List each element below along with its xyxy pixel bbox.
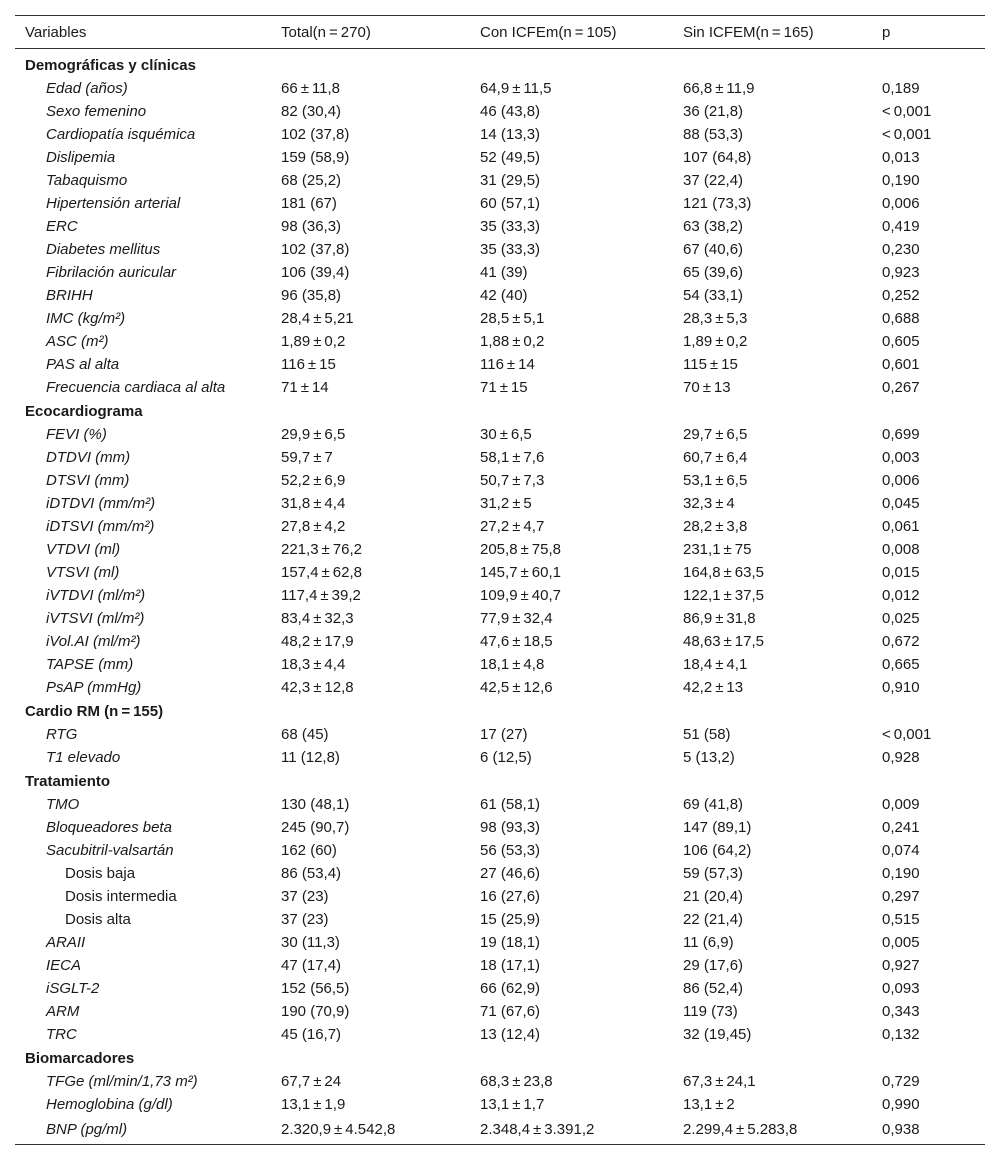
table-row bbox=[15, 100, 985, 123]
cell-p: 0,074 bbox=[882, 842, 920, 859]
table-row bbox=[15, 238, 985, 261]
cell-total: 42,3 ± 12,8 bbox=[281, 679, 354, 696]
section-title: Cardio RM (n = 155) bbox=[25, 702, 164, 720]
cell-total: 2.320,9 ± 4.542,8 bbox=[271, 1116, 470, 1145]
cell-con-icfem: 60 (57,1) bbox=[480, 195, 541, 212]
cell-total: 157,4 ± 62,8 bbox=[281, 564, 362, 581]
cell-con-icfem: 68,3 ± 23,8 bbox=[480, 1073, 553, 1090]
cell-sin-icfem: 22 (21,4) bbox=[683, 911, 744, 928]
cell-con-icfem: 15 (25,9) bbox=[480, 911, 541, 928]
cell-sin-icfem: 18,4 ± 4,1 bbox=[683, 656, 748, 673]
table-row bbox=[15, 261, 985, 284]
cell-con-icfem: 16 (27,6) bbox=[480, 888, 541, 905]
variable-label: Fibrilación auricular bbox=[46, 264, 177, 281]
cell-sin-icfem: 107 (64,8) bbox=[683, 149, 752, 166]
variable-label: iDTSVI (mm/m²) bbox=[46, 518, 155, 535]
variable-label: Hipertensión arterial bbox=[46, 195, 181, 212]
cell-p: 0,132 bbox=[882, 1026, 920, 1043]
cell-sin-icfem: 106 (64,2) bbox=[683, 842, 752, 859]
cell-p: 0,927 bbox=[882, 957, 920, 974]
variable-label: Sexo femenino bbox=[46, 103, 147, 120]
cell-total: 190 (70,9) bbox=[281, 1003, 350, 1020]
cell-total: 152 (56,5) bbox=[281, 980, 350, 997]
cell-con-icfem: 71 ± 15 bbox=[480, 379, 528, 396]
cell-sin-icfem: 48,63 ± 17,5 bbox=[683, 633, 764, 650]
table-row bbox=[15, 1116, 985, 1145]
cell-con-icfem: 1,88 ± 0,2 bbox=[480, 333, 545, 350]
variable-label: FEVI (%) bbox=[46, 426, 107, 443]
variable-label: ASC (m²) bbox=[46, 333, 109, 350]
cell-sin-icfem: 13,1 ± 2 bbox=[683, 1096, 735, 1113]
cell-total: 221,3 ± 76,2 bbox=[281, 541, 362, 558]
cell-total: 28,4 ± 5,21 bbox=[281, 310, 354, 327]
cell-con-icfem: 18 (17,1) bbox=[480, 957, 541, 974]
cell-sin-icfem: 115 ± 15 bbox=[683, 356, 738, 373]
cell-sin-icfem: 5 (13,2) bbox=[683, 749, 735, 766]
cell-con-icfem: 61 (58,1) bbox=[480, 796, 541, 813]
cell-sin-icfem: 88 (53,3) bbox=[683, 126, 744, 143]
table-row bbox=[15, 77, 985, 100]
cell-con-icfem: 66 (62,9) bbox=[480, 980, 541, 997]
variable-label: Frecuencia cardiaca al alta bbox=[46, 379, 226, 396]
cell-total: 159 (58,9) bbox=[281, 149, 350, 166]
variable-label: BNP (pg/ml) bbox=[15, 1116, 271, 1145]
cell-p: 0,297 bbox=[882, 888, 920, 905]
cell-con-icfem: 19 (18,1) bbox=[480, 934, 541, 951]
cell-con-icfem: 50,7 ± 7,3 bbox=[480, 472, 545, 489]
cell-con-icfem: 31 (29,5) bbox=[480, 172, 541, 189]
cell-con-icfem: 31,2 ± 5 bbox=[480, 495, 532, 512]
variable-label: iSGLT-2 bbox=[46, 980, 100, 997]
table-row bbox=[15, 816, 985, 839]
cell-con-icfem: 30 ± 6,5 bbox=[480, 426, 532, 443]
table-row bbox=[15, 630, 985, 653]
cell-con-icfem: 98 (93,3) bbox=[480, 819, 541, 836]
cell-total: 106 (39,4) bbox=[281, 264, 350, 281]
cell-total: 68 (45) bbox=[281, 726, 329, 743]
cell-p: 0,190 bbox=[882, 172, 920, 189]
cell-p: 0,012 bbox=[882, 587, 920, 604]
cell-con-icfem: 71 (67,6) bbox=[480, 1003, 541, 1020]
cell-con-icfem: 14 (13,3) bbox=[480, 126, 541, 143]
variable-label: PAS al alta bbox=[46, 356, 120, 373]
table-row bbox=[15, 885, 985, 908]
table-row bbox=[15, 723, 985, 746]
cell-total: 27,8 ± 4,2 bbox=[281, 518, 346, 535]
header-total: Total(n = 270) bbox=[271, 16, 470, 49]
variable-label: iVTSVI (ml/m²) bbox=[46, 610, 145, 627]
table-row bbox=[15, 839, 985, 862]
table-row bbox=[15, 215, 985, 238]
cell-sin-icfem: 54 (33,1) bbox=[683, 287, 744, 304]
cell-p: 0,672 bbox=[882, 633, 920, 650]
cell-con-icfem: 6 (12,5) bbox=[480, 749, 532, 766]
section-header-row bbox=[15, 699, 985, 723]
cell-total: 18,3 ± 4,4 bbox=[281, 656, 346, 673]
cell-con-icfem: 77,9 ± 32,4 bbox=[480, 610, 553, 627]
section-header-row bbox=[15, 769, 985, 793]
cell-con-icfem: 116 ± 14 bbox=[480, 356, 535, 373]
cell-p: 0,005 bbox=[882, 934, 920, 951]
variable-label: ERC bbox=[46, 218, 78, 235]
table-row bbox=[15, 169, 985, 192]
cell-p: 0,025 bbox=[882, 610, 920, 627]
variable-label: TMO bbox=[46, 796, 80, 813]
cell-p: 0,252 bbox=[882, 287, 920, 304]
cell-sin-icfem: 119 (73) bbox=[683, 1003, 738, 1020]
cell-con-icfem: 13 (12,4) bbox=[480, 1026, 541, 1043]
table-row bbox=[15, 793, 985, 816]
cell-total: 82 (30,4) bbox=[281, 103, 342, 120]
cell-sin-icfem: 21 (20,4) bbox=[683, 888, 744, 905]
section-title: Tratamiento bbox=[25, 772, 111, 790]
cell-total: 71 ± 14 bbox=[281, 379, 329, 396]
cell-p: 0,729 bbox=[882, 1073, 920, 1090]
cell-con-icfem: 18,1 ± 4,8 bbox=[480, 656, 545, 673]
cell-sin-icfem: 28,2 ± 3,8 bbox=[683, 518, 748, 535]
cell-con-icfem: 35 (33,3) bbox=[480, 218, 541, 235]
cell-p: 0,045 bbox=[882, 495, 920, 512]
cell-total: 37 (23) bbox=[281, 888, 329, 905]
table-row bbox=[15, 746, 985, 769]
section-header-row bbox=[15, 1046, 985, 1070]
cell-total: 30 (11,3) bbox=[281, 934, 340, 951]
cell-total: 13,1 ± 1,9 bbox=[281, 1096, 346, 1113]
cell-sin-icfem: 36 (21,8) bbox=[683, 103, 744, 120]
cell-p: 0,015 bbox=[882, 564, 920, 581]
cell-sin-icfem: 1,89 ± 0,2 bbox=[683, 333, 748, 350]
cell-con-icfem: 145,7 ± 60,1 bbox=[480, 564, 561, 581]
variable-label: Cardiopatía isquémica bbox=[46, 126, 196, 143]
variable-label: iVol.AI (ml/m²) bbox=[46, 633, 141, 650]
cell-p: 0,515 bbox=[882, 911, 920, 928]
cell-total: 45 (16,7) bbox=[281, 1026, 342, 1043]
table-row bbox=[15, 954, 985, 977]
cell-total: 86 (53,4) bbox=[281, 865, 342, 882]
table-row bbox=[15, 284, 985, 307]
cell-p: 0,928 bbox=[882, 749, 920, 766]
variable-label: iDTDVI (mm/m²) bbox=[46, 495, 156, 512]
header-con-icfem: Con ICFEm(n = 105) bbox=[470, 16, 673, 49]
variable-label: RTG bbox=[46, 726, 78, 743]
cell-sin-icfem: 122,1 ± 37,5 bbox=[683, 587, 764, 604]
table-row bbox=[15, 330, 985, 353]
cell-con-icfem: 58,1 ± 7,6 bbox=[480, 449, 545, 466]
cell-p: < 0,001 bbox=[882, 726, 932, 743]
cell-con-icfem: 17 (27) bbox=[480, 726, 528, 743]
header-row bbox=[15, 16, 985, 49]
table-row bbox=[15, 931, 985, 954]
cell-p: 0,699 bbox=[882, 426, 920, 443]
table-header bbox=[15, 16, 985, 49]
variable-label: Dosis alta bbox=[65, 911, 131, 928]
cell-con-icfem: 46 (43,8) bbox=[480, 103, 541, 120]
cell-sin-icfem: 86 (52,4) bbox=[683, 980, 744, 997]
table-row bbox=[15, 584, 985, 607]
section-header-row bbox=[15, 399, 985, 423]
header-p: p bbox=[872, 16, 985, 49]
cell-total: 181 (67) bbox=[281, 195, 337, 212]
section-header-row bbox=[15, 49, 985, 78]
cell-total: 68 (25,2) bbox=[281, 172, 342, 189]
cell-total: 48,2 ± 17,9 bbox=[281, 633, 354, 650]
cell-total: 102 (37,8) bbox=[281, 126, 350, 143]
cell-sin-icfem: 11 (6,9) bbox=[683, 934, 734, 951]
section-title: Ecocardiograma bbox=[25, 402, 143, 420]
table-row bbox=[15, 446, 985, 469]
cell-con-icfem: 52 (49,5) bbox=[480, 149, 541, 166]
cell-p: 0,923 bbox=[882, 264, 920, 281]
cell-total: 83,4 ± 32,3 bbox=[281, 610, 354, 627]
cell-sin-icfem: 70 ± 13 bbox=[683, 379, 731, 396]
cell-sin-icfem: 32 (19,45) bbox=[683, 1026, 752, 1043]
cell-total: 96 (35,8) bbox=[281, 287, 342, 304]
variable-label: TRC bbox=[46, 1026, 77, 1043]
cell-sin-icfem: 69 (41,8) bbox=[683, 796, 744, 813]
cell-total: 59,7 ± 7 bbox=[281, 449, 333, 466]
table-row bbox=[15, 307, 985, 330]
cell-sin-icfem: 147 (89,1) bbox=[683, 819, 752, 836]
cell-sin-icfem: 60,7 ± 6,4 bbox=[683, 449, 748, 466]
table-body bbox=[15, 49, 985, 1145]
table-row bbox=[15, 353, 985, 376]
cell-con-icfem: 42 (40) bbox=[480, 287, 528, 304]
cell-p: 0,003 bbox=[882, 449, 920, 466]
table-row bbox=[15, 1000, 985, 1023]
cell-sin-icfem: 2.299,4 ± 5.283,8 bbox=[673, 1116, 872, 1145]
cell-p: 0,665 bbox=[882, 656, 920, 673]
cell-sin-icfem: 67 (40,6) bbox=[683, 241, 744, 258]
cell-p: 0,241 bbox=[882, 819, 920, 836]
table-row bbox=[15, 653, 985, 676]
table-row bbox=[15, 492, 985, 515]
table-row bbox=[15, 607, 985, 630]
variable-label: DTDVI (mm) bbox=[46, 449, 131, 466]
cell-total: 98 (36,3) bbox=[281, 218, 342, 235]
cell-p: < 0,001 bbox=[882, 103, 932, 120]
cell-p: 0,605 bbox=[882, 333, 920, 350]
variable-label: Edad (años) bbox=[46, 80, 128, 97]
variable-label: Dislipemia bbox=[46, 149, 116, 166]
cell-p: 0,013 bbox=[882, 149, 920, 166]
variable-label: PsAP (mmHg) bbox=[46, 679, 142, 696]
cell-p: 0,601 bbox=[882, 356, 920, 373]
cell-sin-icfem: 29,7 ± 6,5 bbox=[683, 426, 748, 443]
table-row bbox=[15, 676, 985, 699]
cell-p: 0,189 bbox=[882, 80, 920, 97]
cell-con-icfem: 56 (53,3) bbox=[480, 842, 541, 859]
table-row bbox=[15, 862, 985, 885]
variable-label: VTSVI (ml) bbox=[46, 564, 120, 581]
cell-sin-icfem: 28,3 ± 5,3 bbox=[683, 310, 748, 327]
cell-total: 245 (90,7) bbox=[281, 819, 350, 836]
cell-p: 0,419 bbox=[882, 218, 920, 235]
cell-p: 0,008 bbox=[882, 541, 920, 558]
cell-sin-icfem: 67,3 ± 24,1 bbox=[683, 1073, 756, 1090]
cell-con-icfem: 41 (39) bbox=[480, 264, 528, 281]
cell-p: 0,688 bbox=[882, 310, 920, 327]
cell-sin-icfem: 37 (22,4) bbox=[683, 172, 744, 189]
cell-p: 0,267 bbox=[882, 379, 920, 396]
cell-con-icfem: 27 (46,6) bbox=[480, 865, 541, 882]
cell-sin-icfem: 121 (73,3) bbox=[683, 195, 752, 212]
table-row bbox=[15, 146, 985, 169]
variable-label: VTDVI (ml) bbox=[46, 541, 121, 558]
cell-total: 67,7 ± 24 bbox=[281, 1073, 342, 1090]
cell-con-icfem: 27,2 ± 4,7 bbox=[480, 518, 545, 535]
cell-sin-icfem: 63 (38,2) bbox=[683, 218, 744, 235]
cell-sin-icfem: 86,9 ± 31,8 bbox=[683, 610, 756, 627]
cell-total: 1,89 ± 0,2 bbox=[281, 333, 346, 350]
cell-total: 116 ± 15 bbox=[281, 356, 336, 373]
cell-con-icfem: 205,8 ± 75,8 bbox=[480, 541, 561, 558]
header-sin-icfem: Sin ICFEM(n = 165) bbox=[673, 16, 872, 49]
variable-label: ARM bbox=[46, 1003, 80, 1020]
cell-total: 162 (60) bbox=[281, 842, 337, 859]
table-row bbox=[15, 469, 985, 492]
cell-p: 0,990 bbox=[882, 1096, 920, 1113]
cell-total: 29,9 ± 6,5 bbox=[281, 426, 346, 443]
cell-con-icfem: 35 (33,3) bbox=[480, 241, 541, 258]
header-variables: Variables bbox=[15, 16, 271, 49]
variable-label: IECA bbox=[46, 957, 82, 974]
variable-label: Tabaquismo bbox=[46, 172, 128, 189]
cell-p: 0,190 bbox=[882, 865, 920, 882]
cell-p: 0,006 bbox=[882, 195, 920, 212]
table-row bbox=[15, 515, 985, 538]
cell-sin-icfem: 29 (17,6) bbox=[683, 957, 744, 974]
cell-con-icfem: 2.348,4 ± 3.391,2 bbox=[470, 1116, 673, 1145]
cell-total: 11 (12,8) bbox=[281, 749, 340, 766]
table-row bbox=[15, 1070, 985, 1093]
variable-label: BRIHH bbox=[46, 287, 93, 304]
variable-label: IMC (kg/m²) bbox=[46, 310, 126, 327]
table-row bbox=[15, 908, 985, 931]
cell-con-icfem: 47,6 ± 18,5 bbox=[480, 633, 553, 650]
table-row bbox=[15, 538, 985, 561]
cell-total: 102 (37,8) bbox=[281, 241, 350, 258]
cell-con-icfem: 42,5 ± 12,6 bbox=[480, 679, 553, 696]
variable-label: T1 elevado bbox=[46, 749, 121, 766]
cell-p: 0,910 bbox=[882, 679, 920, 696]
cell-p: 0,938 bbox=[872, 1116, 985, 1145]
cell-p: 0,230 bbox=[882, 241, 920, 258]
cell-sin-icfem: 32,3 ± 4 bbox=[683, 495, 735, 512]
variable-label: Dosis baja bbox=[65, 865, 136, 882]
table-row bbox=[15, 192, 985, 215]
variable-label: Dosis intermedia bbox=[65, 888, 177, 905]
cell-p: < 0,001 bbox=[882, 126, 932, 143]
section-title: Biomarcadores bbox=[25, 1049, 135, 1067]
data-table bbox=[15, 15, 985, 1145]
table-row bbox=[15, 1093, 985, 1116]
variable-label: DTSVI (mm) bbox=[46, 472, 130, 489]
table-row bbox=[15, 423, 985, 446]
table-row bbox=[15, 561, 985, 584]
cell-total: 117,4 ± 39,2 bbox=[281, 587, 361, 604]
cell-con-icfem: 64,9 ± 11,5 bbox=[480, 80, 552, 97]
table-row bbox=[15, 123, 985, 146]
table-row bbox=[15, 1023, 985, 1046]
table-row bbox=[15, 977, 985, 1000]
cell-total: 31,8 ± 4,4 bbox=[281, 495, 346, 512]
cell-con-icfem: 13,1 ± 1,7 bbox=[480, 1096, 545, 1113]
cell-sin-icfem: 51 (58) bbox=[683, 726, 731, 743]
cell-sin-icfem: 53,1 ± 6,5 bbox=[683, 472, 748, 489]
variable-label: Hemoglobina (g/dl) bbox=[46, 1096, 173, 1113]
cell-sin-icfem: 59 (57,3) bbox=[683, 865, 744, 882]
cell-p: 0,009 bbox=[882, 796, 920, 813]
cell-sin-icfem: 65 (39,6) bbox=[683, 264, 744, 281]
table-row bbox=[15, 376, 985, 399]
cell-total: 47 (17,4) bbox=[281, 957, 342, 974]
section-title: Demográficas y clínicas bbox=[25, 56, 196, 74]
cell-total: 37 (23) bbox=[281, 911, 329, 928]
cell-sin-icfem: 66,8 ± 11,9 bbox=[683, 80, 755, 97]
cell-sin-icfem: 164,8 ± 63,5 bbox=[683, 564, 764, 581]
variable-label: ARAII bbox=[46, 934, 86, 951]
cell-p: 0,006 bbox=[882, 472, 920, 489]
variable-label: Sacubitril-valsartán bbox=[46, 842, 174, 859]
cell-con-icfem: 109,9 ± 40,7 bbox=[480, 587, 561, 604]
cell-total: 66 ± 11,8 bbox=[281, 80, 341, 97]
cell-sin-icfem: 231,1 ± 75 bbox=[683, 541, 752, 558]
cell-total: 52,2 ± 6,9 bbox=[281, 472, 346, 489]
variable-label: Bloqueadores beta bbox=[46, 819, 172, 836]
variable-label: TAPSE (mm) bbox=[46, 656, 134, 673]
cell-p: 0,343 bbox=[882, 1003, 920, 1020]
variable-label: TFGe (ml/min/1,73 m²) bbox=[46, 1073, 198, 1090]
cell-p: 0,061 bbox=[882, 518, 920, 535]
cell-con-icfem: 28,5 ± 5,1 bbox=[480, 310, 545, 327]
variable-label: Diabetes mellitus bbox=[46, 241, 161, 258]
cell-total: 130 (48,1) bbox=[281, 796, 350, 813]
cell-p: 0,093 bbox=[882, 980, 920, 997]
variable-label: iVTDVI (ml/m²) bbox=[46, 587, 146, 604]
cell-sin-icfem: 42,2 ± 13 bbox=[683, 679, 744, 696]
